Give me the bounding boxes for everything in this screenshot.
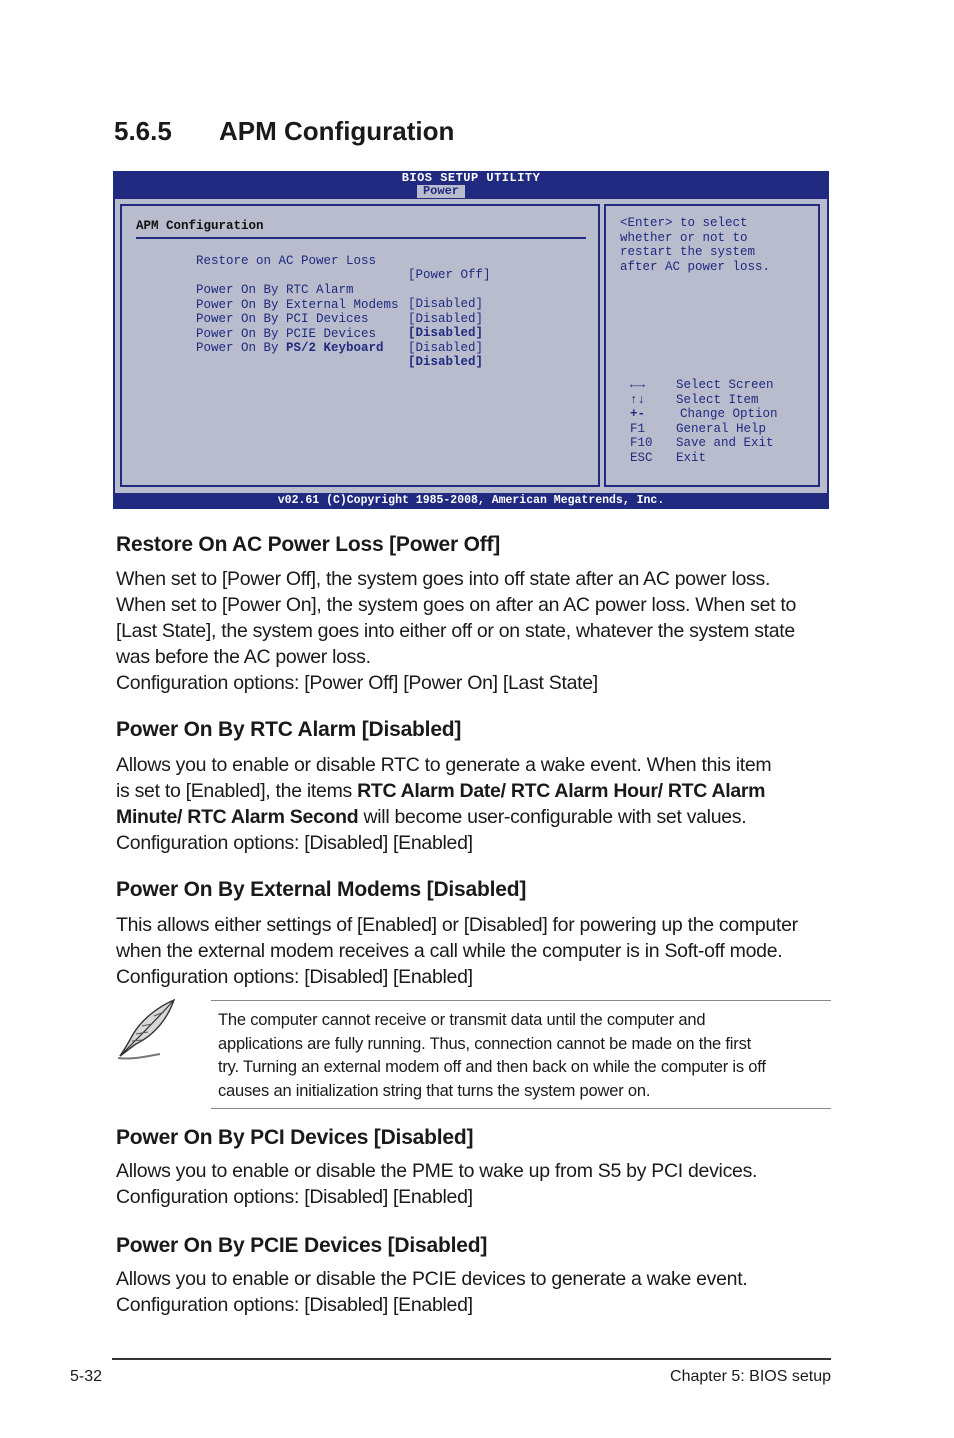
key-desc: General Help: [676, 421, 767, 436]
text-span: will become user-configurable with set values.: [358, 806, 747, 828]
heading-restore-ac-power-loss: Restore On AC Power Loss [Power Off]: [116, 533, 501, 556]
help-text: [620, 216, 770, 274]
key-desc: Select Screen: [676, 378, 774, 392]
key-desc: Change Option: [680, 407, 778, 421]
text-line: Configuration options: [Power Off] [Power On] [Last State]: [116, 672, 598, 694]
setting-label: Power On By PCIE Devices: [196, 326, 377, 341]
text-line: Configuration options: [Disabled] [Enabled]: [116, 1294, 473, 1316]
up-down-arrows-icon: ↑↓: [630, 392, 646, 407]
heading-pci-devices: Power On By PCI Devices [Disabled]: [116, 1126, 474, 1149]
key-name: ESC: [630, 450, 653, 465]
bold-term: RTC Alarm Second: [187, 806, 359, 828]
bios-copyright: v02.61 (C)Copyright 1985-2008, American Megatrends, Inc.: [277, 494, 665, 507]
text-line: This allows either settings of [Enabled] or [Disabled] for powering up the computer: [116, 914, 798, 936]
bold-term: RTC Alarm Hour: [510, 780, 658, 802]
setting-value: [Disabled]: [408, 326, 484, 340]
plus-minus-icon: +-: [630, 407, 646, 421]
setting-value: [Disabled]: [408, 311, 484, 326]
chapter-label: Chapter 5: BIOS setup: [670, 1368, 831, 1385]
section-divider: [136, 237, 586, 239]
text-line: [Last State], the system goes into either off or on state, whatever the system state: [116, 620, 795, 642]
setting-label-bold: PS/2 Keyboard: [286, 341, 384, 355]
bios-screen: [113, 171, 829, 509]
text-line: Allows you to enable or disable the PCIE devices to generate a wake event.: [116, 1268, 748, 1290]
text-line: Allows you to enable or disable RTC to generate a wake event. When this item: [116, 754, 772, 776]
text-line: was before the AC power loss.: [116, 646, 371, 668]
help-line: whether or not to: [620, 230, 748, 245]
text-line: When set to [Power On], the system goes on after an AC power loss. When set to: [116, 594, 797, 616]
help-line: <Enter> to select: [620, 216, 748, 230]
section-title: APM Configuration: [219, 116, 455, 146]
setting-value: [Power Off]: [408, 268, 491, 282]
note-top-rule: [211, 1000, 831, 1001]
help-line: restart the system: [620, 245, 756, 260]
bios-header: [113, 171, 829, 199]
text-line: When set to [Power Off], the system goes into off state after an AC power loss.: [116, 568, 771, 590]
section-number: 5.6.5: [114, 116, 172, 146]
text-line: causes an initialization string that turns the system power on.: [218, 1081, 651, 1100]
setting-label: Power On By PCI Devices: [196, 312, 369, 326]
paragraph-restore-ac-power-loss: [116, 566, 836, 696]
bold-term: /: [500, 780, 511, 802]
paragraph-rtc-alarm: [116, 752, 836, 856]
text-line: try. Turning an external modem off and then back on while the computer is off: [218, 1058, 766, 1076]
feather-note-icon: [112, 996, 182, 1062]
text-line: applications are fully running. Thus, connection cannot be made on the first: [218, 1034, 751, 1053]
bold-term: RTC Alarm: [667, 780, 766, 802]
text-line: Configuration options: [Disabled] [Enabled]: [116, 1186, 473, 1208]
paragraph-pcie-devices: [116, 1266, 836, 1318]
bios-help-pane: [604, 204, 820, 487]
bios-title: BIOS SETUP UTILITY: [401, 171, 541, 185]
text-line: Configuration options: [Disabled] [Enabled]: [116, 832, 473, 854]
paragraph-pci-devices: [116, 1158, 836, 1210]
text-line: [116, 804, 836, 830]
left-right-arrows-icon: ←→: [630, 378, 646, 392]
paragraph-external-modems: [116, 912, 836, 990]
key-desc: Exit: [676, 450, 707, 465]
text-line: when the external modem receives a call while the computer is in Soft-off mode.: [116, 940, 783, 962]
heading-external-modems: Power On By External Modems [Disabled]: [116, 878, 527, 901]
page-number: 5-32: [70, 1368, 103, 1385]
text-line: Allows you to enable or disable the PME to wake up from S5 by PCI devices.: [116, 1160, 758, 1182]
setting-ps2-keyboard[interactable]: [136, 327, 484, 383]
setting-value: [Disabled]: [408, 297, 484, 311]
heading-pcie-devices: Power On By PCIE Devices [Disabled]: [116, 1234, 488, 1257]
text-line: The computer cannot receive or transmit data until the computer and: [218, 1011, 706, 1029]
note-text: [218, 1009, 818, 1103]
bios-settings-pane: [120, 204, 600, 487]
key-name: F1: [630, 421, 646, 436]
tab-power[interactable]: Power: [417, 185, 465, 198]
heading-rtc-alarm: Power On By RTC Alarm [Disabled]: [116, 718, 462, 741]
text-line: Configuration options: [Disabled] [Enabled]: [116, 966, 473, 988]
key-desc: Save and Exit: [676, 436, 774, 450]
setting-value: [Disabled]: [408, 340, 484, 355]
bold-term: /: [657, 780, 668, 802]
bios-panel: [115, 199, 827, 493]
bios-section-label: APM Configuration: [136, 219, 264, 233]
bold-term: Minute: [116, 806, 178, 828]
footer-rule: [112, 1358, 831, 1360]
text-span: is set to [Enabled], the items: [116, 780, 358, 802]
bold-term: /: [177, 806, 188, 828]
setting-label: Restore on AC Power Loss: [196, 254, 377, 268]
setting-label: Power On By RTC Alarm: [196, 283, 354, 297]
bold-term: RTC Alarm Date: [357, 780, 501, 802]
key-name: F10: [630, 436, 653, 450]
setting-label: Power On By External Modems: [196, 297, 399, 312]
note-bottom-rule: [211, 1108, 831, 1109]
help-line: after AC power loss.: [620, 259, 771, 274]
text-line: [116, 778, 836, 804]
key-desc: Select Item: [676, 392, 759, 407]
setting-label-prefix: Power On By: [196, 341, 287, 355]
setting-value: [Disabled]: [408, 355, 484, 369]
